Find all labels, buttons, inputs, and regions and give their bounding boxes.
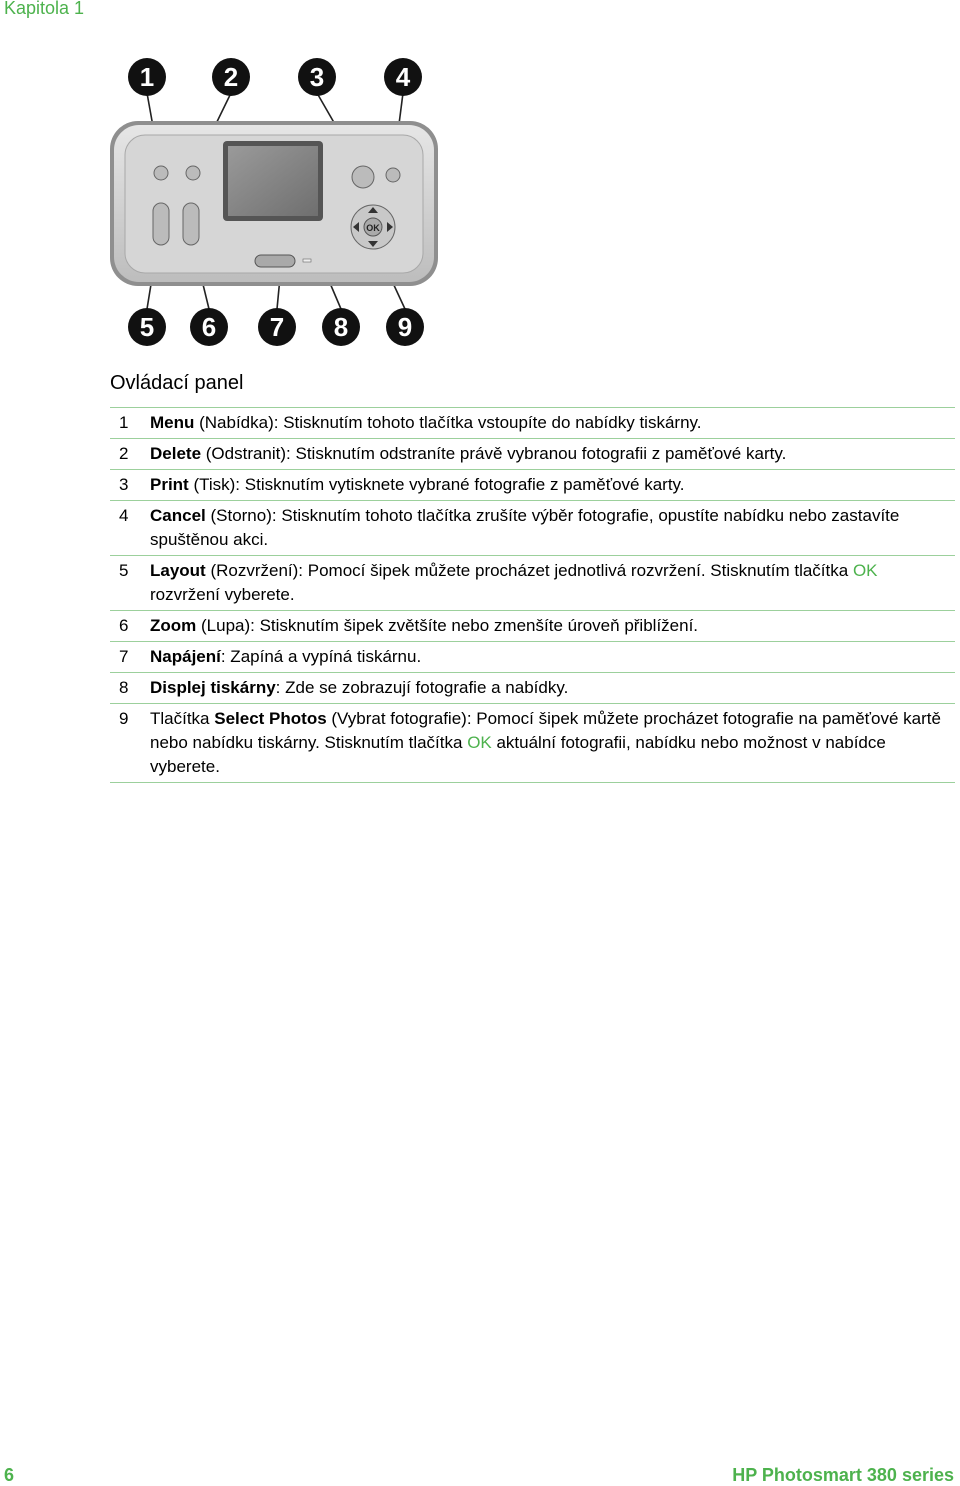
- callout-3: 3: [309, 62, 325, 92]
- legend-row: [110, 556, 955, 611]
- callout-8: 8: [333, 312, 349, 342]
- legend-number: 4: [119, 506, 129, 525]
- legend-number: 7: [119, 647, 129, 666]
- legend-term: Layout: [150, 561, 206, 580]
- legend-term: Napájení: [150, 647, 221, 666]
- legend-description: [150, 473, 955, 497]
- legend-text: (Odstranit): Stisknutím odstraníte právě vybranou fotografii z paměťové karty.: [201, 444, 787, 463]
- callout-1: 1: [139, 62, 155, 92]
- legend-row: [110, 408, 955, 439]
- legend-row: [110, 501, 955, 556]
- legend-text: (Storno): Stisknutím tohoto tlačítka zrušíte výběr fotografie, opustíte nabídku nebo zastavíte spuštěnou akci.: [150, 506, 900, 549]
- legend-number: 1: [119, 413, 129, 432]
- legend-term: Cancel: [150, 506, 206, 525]
- legend-number: 8: [119, 678, 129, 697]
- legend-text: (Tisk): Stisknutím vytisknete vybrané fotografie z paměťové karty.: [188, 475, 685, 494]
- legend-number: 3: [119, 475, 129, 494]
- legend-number: 9: [119, 709, 129, 728]
- callout-9: 9: [397, 312, 413, 342]
- legend-term: Delete: [150, 444, 202, 463]
- legend-text: : Zde se zobrazují fotografie a nabídky.: [275, 678, 569, 697]
- legend-text: aktuální fotografii, nabídku nebo možnost v nabídce vyberete.: [150, 733, 886, 776]
- legend-text: : Zapíná a vypíná tiskárnu.: [220, 647, 422, 666]
- legend-number: 2: [119, 444, 129, 463]
- ok-highlight: OK: [852, 561, 878, 580]
- legend-description: [150, 442, 955, 466]
- legend-number: 5: [119, 561, 129, 580]
- legend-text: (Nabídka): Stisknutím tohoto tlačítka vstoupíte do nabídky tiskárny.: [194, 413, 702, 432]
- legend-description: [150, 707, 955, 779]
- legend-row: [110, 439, 955, 470]
- ok-highlight: OK: [467, 733, 492, 752]
- page-number: 6: [4, 1465, 15, 1485]
- callout-7: 7: [269, 312, 285, 342]
- legend-term: Zoom: [150, 616, 197, 635]
- control-panel-figure: [105, 55, 445, 350]
- legend-row: [110, 642, 955, 673]
- ok-button-label: OK: [366, 223, 380, 233]
- section-title: Ovládací panel: [110, 372, 244, 394]
- legend-term: Menu: [150, 413, 195, 432]
- legend-description: [150, 411, 955, 435]
- legend-description: [150, 645, 955, 669]
- legend-description: [150, 614, 955, 638]
- legend-text: Tlačítka: [150, 709, 215, 728]
- legend-text: (Rozvržení): Pomocí šipek můžete procházet jednotlivá rozvržení. Stisknutím tlačítka: [205, 561, 853, 580]
- legend-row: [110, 611, 955, 642]
- legend-text: rozvržení vyberete.: [150, 585, 295, 604]
- legend-term: Select Photos: [214, 709, 327, 728]
- legend-row: [110, 704, 955, 783]
- legend-text: (Vybrat fotografie): Pomocí šipek můžete procházet fotografie na paměťové kartě nebo nabídku tiskárny. Stisknutím tlačítka: [150, 709, 941, 752]
- legend-term: Displej tiskárny: [150, 678, 276, 697]
- legend-table: [110, 407, 955, 783]
- legend-row: [110, 470, 955, 501]
- callout-2: 2: [223, 62, 239, 92]
- legend-term: Print: [150, 475, 189, 494]
- legend-description: [150, 504, 955, 552]
- callout-6: 6: [201, 312, 217, 342]
- legend-number: 6: [119, 616, 129, 635]
- legend-row: [110, 673, 955, 704]
- callout-4: 4: [395, 62, 411, 92]
- callout-5: 5: [139, 312, 155, 342]
- legend-text: (Lupa): Stisknutím šipek zvětšíte nebo zmenšíte úroveň přiblížení.: [196, 616, 699, 635]
- legend-description: [150, 676, 955, 700]
- legend-description: [150, 559, 955, 607]
- chapter-header: Kapitola 1: [4, 0, 85, 18]
- product-name: HP Photosmart 380 series: [732, 1465, 954, 1485]
- printer-control-panel-illustration: [105, 55, 445, 350]
